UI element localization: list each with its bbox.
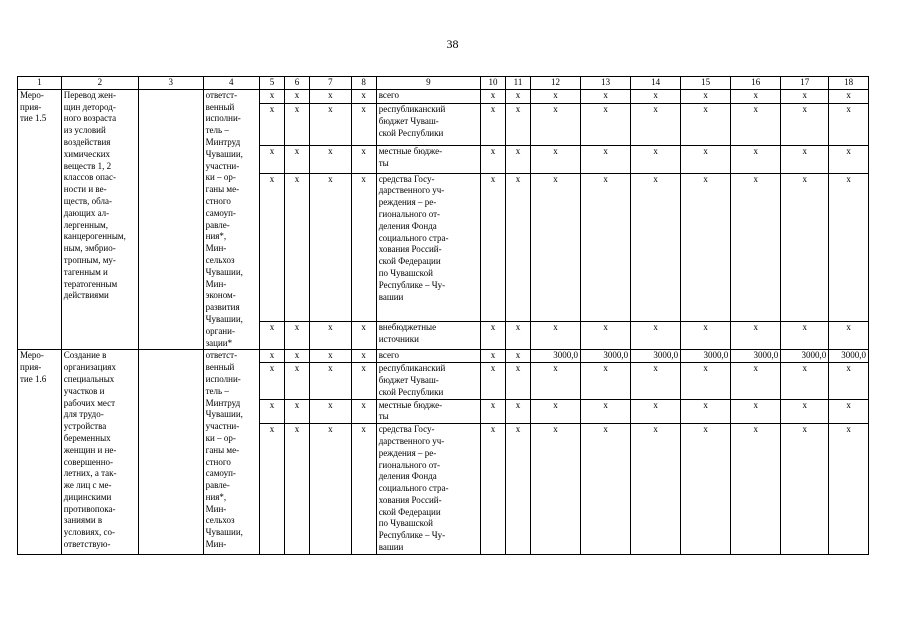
measure-name-line: лергенным,: [63, 219, 108, 230]
measure-executor-line: органи-: [205, 325, 235, 336]
measure-name-line: веществ 1, 2: [63, 160, 112, 171]
funding-source-line: средства Госу-: [378, 173, 435, 184]
amount-cell: x: [531, 89, 581, 104]
measure-executor-line: Чувашии,: [205, 266, 243, 277]
funding-source-line: реждения – ре-: [378, 197, 437, 208]
amount-cell: x: [505, 424, 530, 555]
amount-cell: x: [581, 363, 631, 399]
funding-source-line: всего: [378, 89, 399, 100]
amount-cell: x: [505, 104, 530, 145]
amount-cell: x: [581, 104, 631, 145]
amount-cell: x: [505, 322, 530, 350]
funding-source-line: бюджет Чуваш-: [378, 374, 439, 385]
funding-source-line: ской Республики: [378, 127, 444, 138]
column-number-14: 14: [631, 77, 681, 90]
measure-executor-line: сельхоз: [205, 515, 235, 526]
measure-name-line: классов опас-: [63, 172, 116, 183]
column-number-8: 8: [351, 77, 376, 90]
funding-source-line: социального стра-: [378, 483, 449, 494]
funding-source: [376, 350, 480, 363]
amount-cell: 3000,0: [781, 350, 829, 363]
measure-executor-line: Мин-: [205, 539, 227, 550]
budget-code-cell: x: [284, 104, 309, 145]
measure-name-line: тагенным и: [63, 266, 108, 277]
amount-cell: x: [631, 424, 681, 555]
funding-source-line: ской Республики: [378, 386, 444, 397]
budget-code-cell: x: [351, 104, 376, 145]
measure-name: [61, 350, 138, 555]
measure-id-line: Меро-: [20, 350, 44, 361]
column-number-13: 13: [581, 77, 631, 90]
budget-code-cell: x: [284, 145, 309, 173]
amount-cell: 3000,0: [631, 350, 681, 363]
budget-code-cell: x: [284, 173, 309, 322]
column-number-15: 15: [681, 77, 731, 90]
measure-name-line: летних, а так-: [63, 468, 117, 479]
funding-source: [376, 173, 480, 322]
amount-cell: x: [731, 104, 781, 145]
measure-executor: [203, 89, 259, 350]
column-number-1: 1: [18, 77, 62, 90]
funding-source-line: республиканский: [378, 363, 446, 374]
amount-cell: x: [681, 89, 731, 104]
funding-source-line: источники: [378, 334, 419, 345]
amount-cell: x: [681, 173, 731, 322]
measure-name-line: ности и ве-: [63, 184, 107, 195]
measure-name-line: женщин и не-: [63, 444, 117, 455]
funding-source-line: реждения – ре-: [378, 447, 437, 458]
measure-name-line: же лиц с ме-: [63, 480, 112, 491]
amount-cell: x: [829, 424, 869, 555]
budget-code-cell: x: [284, 350, 309, 363]
column-number-3: 3: [138, 77, 203, 90]
measure-executor-line: ния*,: [205, 231, 227, 242]
measure-executor-line: Мин-: [205, 503, 227, 514]
measure-executor-line: исполни-: [205, 113, 241, 124]
funding-source: [376, 363, 480, 399]
measure-executor-line: венный: [205, 362, 235, 373]
funding-source-line: ской Федерации: [378, 256, 441, 267]
budget-code-cell: x: [309, 173, 351, 322]
amount-cell: x: [581, 399, 631, 424]
budget-code-cell: x: [284, 322, 309, 350]
funding-source-line: хования Россий-: [378, 244, 442, 255]
column-number-5: 5: [259, 77, 284, 90]
funding-source-line: гионального от-: [378, 209, 441, 220]
amount-cell: x: [505, 363, 530, 399]
measure-name-line: рабочих мест: [63, 397, 116, 408]
funding-source-line: деления Фонда: [378, 471, 437, 482]
measure-name-line: беременных: [63, 432, 111, 443]
measure-id-line: тие 1.6: [20, 373, 47, 384]
amount-cell: x: [581, 173, 631, 322]
funding-source-line: республиканский: [378, 104, 446, 115]
measure-executor-line: стного: [205, 195, 231, 206]
budget-code-cell: x: [259, 104, 284, 145]
amount-cell: x: [781, 322, 829, 350]
measure-executor: [203, 350, 259, 555]
budget-code-cell: x: [259, 145, 284, 173]
measure-executor-line: эконом-: [205, 290, 236, 301]
measure-executor-line: участни-: [205, 160, 240, 171]
amount-cell: x: [681, 399, 731, 424]
table-row: [18, 350, 869, 363]
funding-source-line: ты: [378, 411, 389, 422]
amount-cell: x: [731, 145, 781, 173]
budget-code-cell: x: [351, 350, 376, 363]
amount-cell: x: [681, 145, 731, 173]
funding-source-line: деления Фонда: [378, 220, 437, 231]
amount-cell: x: [781, 104, 829, 145]
budget-code-cell: x: [284, 424, 309, 555]
budget-code-cell: x: [284, 89, 309, 104]
amount-cell: x: [480, 322, 505, 350]
column-number-row: [18, 77, 869, 90]
measure-name-line: дицинскими: [63, 491, 112, 502]
column-number-18: 18: [829, 77, 869, 90]
measure-executor-line: стного: [205, 456, 231, 467]
measure-executor-line: венный: [205, 101, 235, 112]
funding-source-line: социального стра-: [378, 232, 449, 243]
funding-source-line: ской Федерации: [378, 506, 441, 517]
funding-source: [376, 145, 480, 173]
budget-code-cell: x: [351, 399, 376, 424]
amount-cell: x: [581, 424, 631, 555]
amount-cell: x: [531, 173, 581, 322]
funding-source-line: Республике – Чу-: [378, 279, 446, 290]
measure-name-line: специальных: [63, 373, 115, 384]
measure-name-line: для трудо-: [63, 409, 104, 420]
measure-name: [61, 89, 138, 350]
funding-source-line: всего: [378, 350, 399, 361]
budget-code-cell: x: [259, 173, 284, 322]
budget-code-cell: x: [284, 399, 309, 424]
measure-name-line: Перевод жен-: [63, 89, 116, 100]
measure-executor-line: Чувашии,: [205, 313, 243, 324]
budget-code-cell: x: [309, 104, 351, 145]
measure-name-line: действиями: [63, 290, 109, 301]
amount-cell: x: [581, 322, 631, 350]
budget-code-cell: x: [309, 424, 351, 555]
funding-source: [376, 399, 480, 424]
amount-cell: x: [531, 424, 581, 555]
budget-code-cell: x: [259, 399, 284, 424]
measure-name-line: участков и: [63, 385, 105, 396]
amount-cell: x: [781, 145, 829, 173]
measure-name-line: Создание в: [63, 350, 107, 361]
funding-table: [17, 76, 869, 555]
measure-name-line: ного возраста: [63, 113, 117, 124]
measure-id-line: Меро-: [20, 89, 44, 100]
funding-source-line: средства Госу-: [378, 424, 435, 435]
measure-name-line: тропным, му-: [63, 254, 116, 265]
amount-cell: x: [829, 89, 869, 104]
budget-code-cell: x: [309, 350, 351, 363]
measure-name-line: канцерогенным,: [63, 231, 126, 242]
amount-cell: x: [531, 145, 581, 173]
budget-code-cell: x: [284, 363, 309, 399]
measure-executor-line: ганы ме-: [205, 184, 240, 195]
funding-source-line: местные бюдже-: [378, 399, 443, 410]
funding-source-line: вашии: [378, 291, 404, 302]
measure-name-line: устройства: [63, 421, 107, 432]
amount-cell: x: [505, 173, 530, 322]
page-number: 38: [446, 37, 459, 51]
amount-cell: x: [531, 322, 581, 350]
measure-executor-line: тель –: [205, 125, 229, 136]
budget-code-cell: x: [259, 322, 284, 350]
column-number-6: 6: [284, 77, 309, 90]
measure-executor-line: сельхоз: [205, 254, 235, 265]
column-number-11: 11: [505, 77, 530, 90]
amount-cell: x: [631, 145, 681, 173]
column-number-4: 4: [203, 77, 259, 90]
amount-cell: x: [681, 322, 731, 350]
column-number-9: 9: [376, 77, 480, 90]
amount-cell: x: [581, 145, 631, 173]
amount-cell: x: [480, 424, 505, 555]
measure-id: [18, 89, 62, 350]
budget-code-cell: x: [351, 173, 376, 322]
measure-executor-line: Чувашии,: [205, 409, 243, 420]
funding-source: [376, 104, 480, 145]
funding-source-line: Республике – Чу-: [378, 530, 446, 541]
budget-code-cell: x: [259, 424, 284, 555]
funding-source-line: местные бюдже-: [378, 145, 443, 156]
measure-executor-line: Чувашии,: [205, 527, 243, 538]
table-row: [18, 89, 869, 104]
amount-cell: x: [829, 145, 869, 173]
measure-executor-line: Мин-: [205, 278, 227, 289]
amount-cell: x: [829, 399, 869, 424]
measure-column-3: [138, 350, 203, 555]
amount-cell: x: [480, 399, 505, 424]
amount-cell: x: [681, 363, 731, 399]
amount-cell: 3000,0: [681, 350, 731, 363]
measure-executor-line: ответст-: [205, 350, 238, 361]
amount-cell: x: [505, 350, 530, 363]
amount-cell: x: [731, 424, 781, 555]
funding-source-line: по Чувашской: [378, 518, 433, 529]
amount-cell: 3000,0: [531, 350, 581, 363]
measure-name-line: условиях, со-: [63, 527, 115, 538]
amount-cell: x: [505, 399, 530, 424]
measure-executor-line: равле-: [205, 219, 230, 230]
measure-executor-line: исполни-: [205, 373, 241, 384]
measure-executor-line: Мин-: [205, 243, 227, 254]
amount-cell: x: [681, 104, 731, 145]
measure-name-line: противопока-: [63, 503, 116, 514]
measure-executor-line: тель –: [205, 385, 229, 396]
budget-code-cell: x: [351, 89, 376, 104]
amount-cell: x: [731, 173, 781, 322]
amount-cell: x: [829, 363, 869, 399]
budget-code-cell: x: [351, 145, 376, 173]
column-number-17: 17: [781, 77, 829, 90]
funding-source-line: внебюджетные: [378, 322, 437, 333]
budget-code-cell: x: [309, 145, 351, 173]
funding-source: [376, 89, 480, 104]
amount-cell: x: [531, 104, 581, 145]
measure-name-line: из условий: [63, 125, 106, 136]
measure-executor-line: Минтруд: [205, 397, 241, 408]
amount-cell: x: [731, 89, 781, 104]
amount-cell: x: [531, 399, 581, 424]
column-number-12: 12: [531, 77, 581, 90]
amount-cell: x: [829, 322, 869, 350]
measure-executor-line: развития: [205, 302, 240, 313]
measure-name-line: химических: [63, 148, 111, 159]
measure-name-line: ным, эмбрио-: [63, 243, 116, 254]
measure-name-line: воздействия: [63, 136, 111, 147]
measure-id-line: прия-: [20, 362, 42, 373]
column-number-7: 7: [309, 77, 351, 90]
funding-source-line: ты: [378, 157, 389, 168]
measure-name-line: организациях: [63, 362, 116, 373]
budget-code-cell: x: [309, 399, 351, 424]
amount-cell: x: [480, 89, 505, 104]
column-number-10: 10: [480, 77, 505, 90]
amount-cell: x: [781, 173, 829, 322]
column-number-2: 2: [61, 77, 138, 90]
funding-source-line: дарственного уч-: [378, 435, 445, 446]
amount-cell: x: [631, 89, 681, 104]
funding-source-line: гионального от-: [378, 459, 441, 470]
funding-source: [376, 424, 480, 555]
amount-cell: x: [829, 173, 869, 322]
measure-executor-line: Минтруд: [205, 136, 241, 147]
measure-executor-line: равле-: [205, 480, 230, 491]
amount-cell: x: [781, 89, 829, 104]
amount-cell: x: [480, 173, 505, 322]
measure-executor-line: самоуп-: [205, 468, 236, 479]
budget-code-cell: x: [351, 322, 376, 350]
measure-executor-line: зации*: [205, 337, 233, 348]
funding-source-line: бюджет Чуваш-: [378, 116, 439, 127]
amount-cell: x: [505, 89, 530, 104]
measure-executor-line: Чувашии,: [205, 148, 243, 159]
amount-cell: x: [731, 363, 781, 399]
amount-cell: x: [480, 145, 505, 173]
measure-name-line: ответствую-: [63, 539, 111, 550]
measure-name-line: дающих ал-: [63, 207, 110, 218]
amount-cell: x: [531, 363, 581, 399]
amount-cell: 3000,0: [731, 350, 781, 363]
amount-cell: x: [731, 322, 781, 350]
measure-executor-line: участни-: [205, 421, 240, 432]
funding-source-line: хования Россий-: [378, 494, 442, 505]
budget-code-cell: x: [309, 322, 351, 350]
amount-cell: x: [480, 104, 505, 145]
measure-name-line: ществ, обла-: [63, 195, 112, 206]
amount-cell: x: [631, 322, 681, 350]
amount-cell: x: [681, 424, 731, 555]
amount-cell: x: [631, 399, 681, 424]
funding-source-line: по Чувашской: [378, 268, 433, 279]
funding-source: [376, 322, 480, 350]
amount-cell: x: [781, 363, 829, 399]
funding-source-line: вашии: [378, 542, 404, 553]
budget-code-cell: x: [259, 89, 284, 104]
amount-cell: x: [480, 363, 505, 399]
amount-cell: 3000,0: [829, 350, 869, 363]
budget-code-cell: x: [309, 89, 351, 104]
measure-name-line: щин детород-: [63, 101, 116, 112]
measure-name-line: заниями в: [63, 515, 103, 526]
measure-id-line: тие 1.5: [20, 113, 47, 124]
budget-code-cell: x: [259, 350, 284, 363]
measure-name-line: совершенно-: [63, 456, 114, 467]
measure-executor-line: ганы ме-: [205, 444, 240, 455]
amount-cell: x: [631, 363, 681, 399]
measure-executor-line: ки – ор-: [205, 432, 236, 443]
measure-id: [18, 350, 62, 555]
column-number-16: 16: [731, 77, 781, 90]
measure-column-3: [138, 89, 203, 350]
amount-cell: x: [731, 399, 781, 424]
amount-cell: x: [581, 89, 631, 104]
measure-name-line: тератогенным: [63, 278, 118, 289]
budget-code-cell: x: [351, 424, 376, 555]
budget-code-cell: x: [309, 363, 351, 399]
amount-cell: 3000,0: [581, 350, 631, 363]
budget-code-cell: x: [259, 363, 284, 399]
measure-executor-line: самоуп-: [205, 207, 236, 218]
measure-executor-line: ки – ор-: [205, 172, 236, 183]
measure-executor-line: ния*,: [205, 491, 227, 502]
amount-cell: x: [631, 104, 681, 145]
measure-id-line: прия-: [20, 101, 42, 112]
amount-cell: x: [480, 350, 505, 363]
funding-source-line: дарственного уч-: [378, 185, 445, 196]
amount-cell: x: [631, 173, 681, 322]
amount-cell: x: [829, 104, 869, 145]
measure-executor-line: ответст-: [205, 89, 238, 100]
budget-code-cell: x: [351, 363, 376, 399]
amount-cell: x: [781, 399, 829, 424]
amount-cell: x: [505, 145, 530, 173]
amount-cell: x: [781, 424, 829, 555]
